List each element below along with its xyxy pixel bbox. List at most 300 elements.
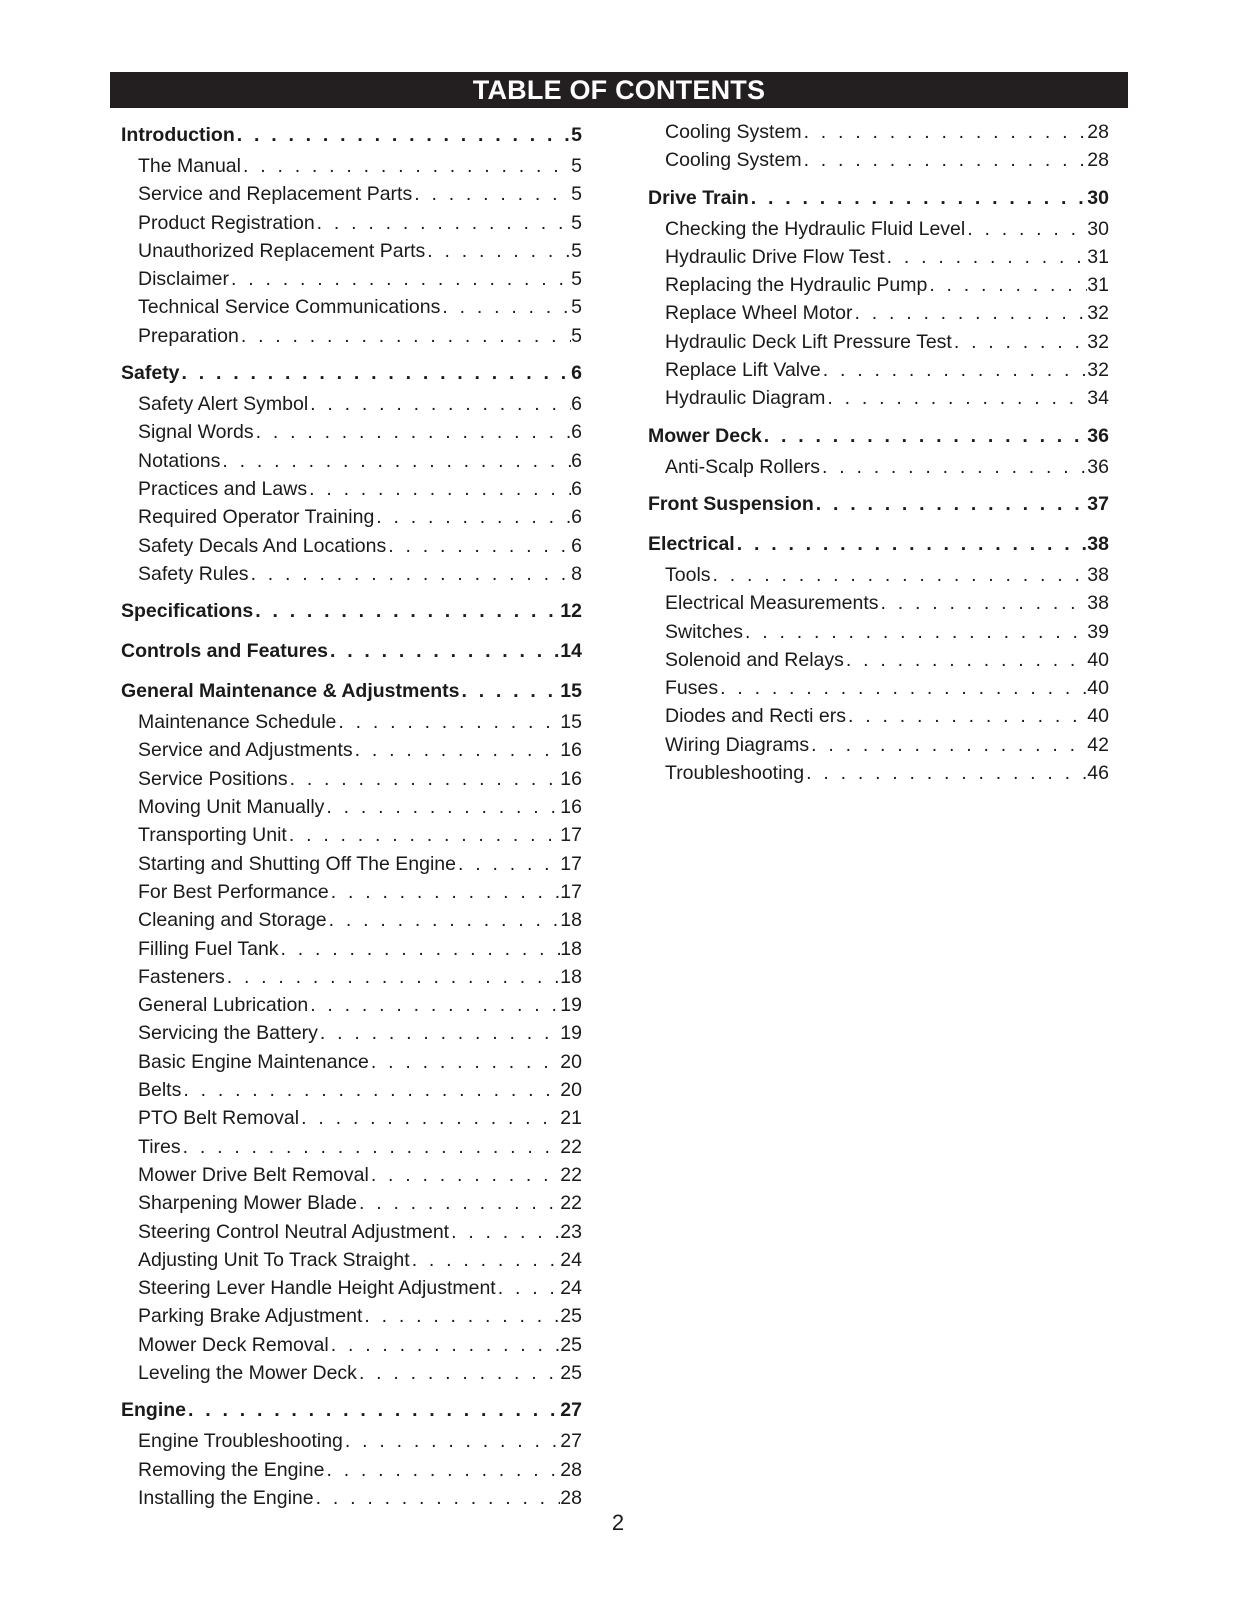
- toc-row: [648, 118, 1109, 146]
- toc-row: [648, 356, 1109, 384]
- toc-entry: [121, 878, 582, 906]
- toc-entry-title: Troubleshooting: [665, 762, 805, 785]
- toc-entry: [121, 447, 582, 475]
- dot-leader: [952, 328, 1087, 356]
- dot-leader: [879, 589, 1088, 617]
- toc-entry-title: Safety Rules: [138, 562, 249, 585]
- dot-leader: [927, 271, 1087, 299]
- toc-right-column: [648, 118, 1109, 787]
- dot-leader: [802, 118, 1088, 146]
- toc-entry-title: Servicing the Battery: [138, 1022, 318, 1045]
- toc-row: [121, 1393, 582, 1427]
- toc-entry: [648, 299, 1109, 327]
- dot-leader: [307, 475, 571, 503]
- toc-entry-title: Safety Alert Symbol: [138, 393, 309, 416]
- toc-row: [121, 1104, 582, 1132]
- toc-row: [121, 356, 582, 390]
- toc-page-number: 6: [571, 449, 582, 472]
- toc-page-number: 36: [1087, 424, 1109, 447]
- toc-entry: [121, 532, 582, 560]
- toc-entry: [648, 702, 1109, 730]
- toc-entry: [121, 708, 582, 736]
- toc-page-number: 6: [571, 393, 582, 416]
- toc-page-number: 12: [560, 600, 582, 623]
- toc-section-entry: [121, 356, 582, 390]
- toc-entry-title: The Manual: [138, 155, 241, 177]
- toc-entry-title: Service Positions: [138, 767, 288, 790]
- toc-entry-title: Diodes and Recti ers: [665, 705, 847, 728]
- toc-entry: [648, 453, 1109, 481]
- toc-row: [121, 209, 582, 237]
- dot-leader: [343, 1427, 560, 1455]
- toc-page-number: 22: [560, 1163, 582, 1186]
- toc-section-title: Front Suspension: [648, 492, 814, 515]
- dot-leader: [718, 674, 1087, 702]
- dot-leader: [324, 1456, 560, 1484]
- toc-row: [121, 1161, 582, 1189]
- toc-row: [121, 1274, 582, 1302]
- dot-leader: [821, 356, 1088, 384]
- toc-row: [121, 1302, 582, 1330]
- toc-page-number: 28: [560, 1458, 582, 1481]
- toc-row: [121, 1331, 582, 1359]
- dot-leader: [802, 146, 1088, 174]
- toc-entry-title: Parking Brake Adjustment: [138, 1305, 363, 1328]
- toc-row: [121, 418, 582, 446]
- toc-entry: [121, 935, 582, 963]
- toc-entry-title: Cooling System: [665, 121, 802, 143]
- toc-page-number: 25: [560, 1333, 582, 1356]
- toc-entry-title: Steering Lever Handle Height Adjustment: [138, 1277, 496, 1300]
- toc-entry-title: Practices and Laws: [138, 477, 308, 500]
- toc-section-title: Introduction: [121, 124, 235, 146]
- toc-page-number: 20: [560, 1079, 582, 1102]
- toc-entry: [121, 850, 582, 878]
- dot-leader: [743, 618, 1087, 646]
- dot-leader: [357, 1359, 560, 1387]
- toc-page-number: 38: [1087, 592, 1109, 615]
- toc-section-title: Drive Train: [648, 186, 749, 209]
- toc-section-title: Electrical: [648, 532, 735, 555]
- dot-leader: [456, 850, 560, 878]
- toc-page-number: 8: [571, 562, 582, 585]
- toc-row: [121, 390, 582, 418]
- toc-page-number: 32: [1087, 359, 1109, 382]
- toc-entry-title: Fasteners: [138, 965, 225, 988]
- toc-entry-title: Removing the Engine: [138, 1458, 325, 1481]
- toc-page-number: 17: [560, 852, 582, 875]
- toc-row: [121, 935, 582, 963]
- dot-leader: [239, 322, 571, 350]
- toc-page-number: 19: [560, 994, 582, 1017]
- toc-entry: [121, 418, 582, 446]
- toc-entry: [121, 1331, 582, 1359]
- toc-row: [648, 561, 1109, 589]
- toc-section-title: Controls and Features: [121, 640, 328, 663]
- dot-leader: [254, 418, 572, 446]
- toc-section-entry: [648, 487, 1109, 521]
- toc-page-number: 32: [1087, 302, 1109, 325]
- toc-row: [121, 532, 582, 560]
- toc-page-number: 5: [571, 239, 582, 262]
- dot-leader: [308, 991, 560, 1019]
- toc-page-number: 16: [560, 739, 582, 762]
- toc-row: [648, 618, 1109, 646]
- dot-leader: [459, 674, 560, 708]
- toc-entry-title: Replace Wheel Motor: [665, 302, 853, 325]
- toc-entry-title: Signal Words: [138, 421, 254, 444]
- toc-row: [648, 181, 1109, 215]
- toc-section-entry: [121, 118, 582, 152]
- toc-entry: [121, 1274, 582, 1302]
- dot-leader: [357, 1189, 560, 1217]
- toc-entry: [648, 618, 1109, 646]
- dot-leader: [369, 1161, 560, 1189]
- toc-page-number: 36: [1087, 455, 1109, 478]
- toc-row: [121, 821, 582, 849]
- toc-entry: [648, 646, 1109, 674]
- toc-page-number: 22: [560, 1135, 582, 1158]
- toc-row: [121, 1427, 582, 1455]
- dot-leader: [353, 736, 561, 764]
- toc-section-entry: [121, 634, 582, 668]
- toc-page-number: 5: [571, 268, 582, 291]
- toc-page-number: 19: [560, 1022, 582, 1045]
- toc-entry-title: Disclaimer: [138, 268, 230, 291]
- toc-row: [121, 1246, 582, 1274]
- toc-entry: [121, 180, 582, 208]
- dot-leader: [318, 1019, 560, 1047]
- toc-page-number: 6: [571, 477, 582, 500]
- toc-entry: [121, 322, 582, 350]
- toc-entry-title: Adjusting Unit To Track Straight: [138, 1248, 410, 1271]
- toc-section-entry: [648, 419, 1109, 453]
- toc-entry-title: Product Registration: [138, 211, 315, 234]
- toc-page-number: 24: [560, 1277, 582, 1300]
- toc-entry-title: Mower Drive Belt Removal: [138, 1163, 369, 1186]
- toc-row: [121, 1456, 582, 1484]
- toc-entry-title: Leveling the Mower Deck: [138, 1361, 357, 1384]
- toc-page-number: 5: [571, 124, 582, 146]
- toc-page-number: 5: [571, 155, 582, 177]
- dot-leader: [329, 878, 561, 906]
- toc-row: [121, 152, 582, 180]
- dot-leader: [287, 821, 560, 849]
- dot-leader: [253, 594, 560, 628]
- dot-leader: [853, 299, 1088, 327]
- toc-entry-title: Replacing the Hydraulic Pump: [665, 274, 928, 297]
- toc-row: [121, 180, 582, 208]
- toc-page-number: 27: [560, 1399, 582, 1422]
- toc-entry: [121, 793, 582, 821]
- toc-page-number: 34: [1087, 387, 1109, 410]
- toc-row: [121, 850, 582, 878]
- toc-row: [121, 708, 582, 736]
- toc-page-number: 20: [560, 1050, 582, 1073]
- toc-entry-title: Hydraulic Drive Flow Test: [665, 245, 885, 268]
- toc-page-number: 38: [1087, 532, 1109, 555]
- dot-leader: [846, 702, 1087, 730]
- dot-leader: [315, 209, 571, 237]
- toc-entry: [121, 1456, 582, 1484]
- toc-page-number: 37: [1087, 492, 1109, 515]
- toc-entry-title: Steering Control Neutral Adjustment: [138, 1220, 450, 1243]
- page-title: TABLE OF CONTENTS: [110, 72, 1128, 108]
- toc-row: [648, 674, 1109, 702]
- toc-row: [121, 503, 582, 531]
- toc-row: [121, 963, 582, 991]
- toc-entry-title: Switches: [665, 620, 744, 643]
- toc-page-number: 6: [571, 506, 582, 529]
- dot-leader: [329, 1331, 561, 1359]
- toc-entry-title: Preparation: [138, 324, 239, 347]
- toc-row: [121, 765, 582, 793]
- toc-row: [121, 1189, 582, 1217]
- toc-page-number: 27: [560, 1430, 582, 1453]
- toc-entry: [121, 1427, 582, 1455]
- toc-page-number: 40: [1087, 677, 1109, 700]
- toc-page-number: 22: [560, 1192, 582, 1215]
- dot-leader: [410, 1246, 561, 1274]
- toc-page-number: 21: [560, 1107, 582, 1130]
- toc-entry: [121, 736, 582, 764]
- toc-page-number: 18: [560, 909, 582, 932]
- toc-entry-title: General Lubrication: [138, 994, 309, 1017]
- toc-page-number: 40: [1087, 648, 1109, 671]
- toc-row: [121, 1133, 582, 1161]
- toc-row: [648, 419, 1109, 453]
- toc-page-number: 5: [571, 296, 582, 319]
- toc-entry-title: Electrical Measurements: [665, 592, 879, 615]
- toc-page-number: 18: [560, 937, 582, 960]
- toc-row: [121, 447, 582, 475]
- toc-page-number: 6: [571, 421, 582, 444]
- dot-leader: [225, 963, 561, 991]
- toc-entry: [121, 152, 582, 180]
- toc-entry-title: Moving Unit Manually: [138, 796, 325, 819]
- toc-row: [648, 487, 1109, 521]
- toc-page-number: 25: [560, 1361, 582, 1384]
- toc-row: [121, 1359, 582, 1387]
- toc-row: [121, 1218, 582, 1246]
- toc-entry: [121, 991, 582, 1019]
- toc-page-number: 15: [560, 711, 582, 734]
- dot-leader: [412, 180, 571, 208]
- toc-entry-title: Replace Lift Valve: [665, 359, 821, 382]
- toc-entry: [121, 1076, 582, 1104]
- dot-leader: [241, 152, 571, 180]
- toc-row: [648, 527, 1109, 561]
- toc-entry-title: For Best Performance: [138, 880, 329, 903]
- toc-entry-title: Maintenance Schedule: [138, 711, 337, 734]
- toc-entry: [121, 560, 582, 588]
- toc-entry: [648, 328, 1109, 356]
- toc-page-number: 5: [571, 211, 582, 234]
- dot-leader: [324, 793, 560, 821]
- toc-entry: [121, 1019, 582, 1047]
- toc-page-number: 39: [1087, 620, 1109, 643]
- toc-row: [121, 265, 582, 293]
- toc-entry-title: Solenoid and Relays: [665, 648, 844, 671]
- toc-row: [121, 118, 582, 152]
- toc-row: [648, 146, 1109, 174]
- toc-entry: [121, 475, 582, 503]
- toc-entry-title: Sharpening Mower Blade: [138, 1192, 357, 1215]
- dot-leader: [825, 384, 1087, 412]
- toc-page-number: 30: [1087, 217, 1109, 240]
- dot-leader: [336, 708, 560, 736]
- toc-page-number: 17: [560, 880, 582, 903]
- toc-page-number: 31: [1087, 245, 1109, 268]
- toc-page-number: 38: [1087, 563, 1109, 586]
- toc-entry-title: Mower Deck Removal: [138, 1333, 329, 1356]
- toc-page-number: 17: [560, 824, 582, 847]
- toc-row: [121, 793, 582, 821]
- toc-entry: [648, 384, 1109, 412]
- dot-leader: [496, 1274, 561, 1302]
- toc-row: [648, 215, 1109, 243]
- toc-entry-title: Engine Troubleshooting: [138, 1430, 343, 1453]
- toc-row: [121, 906, 582, 934]
- toc-row: [121, 237, 582, 265]
- toc-entry: [121, 1218, 582, 1246]
- toc-page-number: 23: [560, 1220, 582, 1243]
- toc-entry: [121, 390, 582, 418]
- toc-entry-title: Hydraulic Deck Lift Pressure Test: [665, 330, 952, 353]
- toc-entry-title: Service and Replacement Parts: [138, 183, 413, 206]
- toc-row: [648, 243, 1109, 271]
- dot-leader: [220, 447, 571, 475]
- toc-row: [648, 589, 1109, 617]
- toc-row: [121, 293, 582, 321]
- toc-entry-title: Transporting Unit: [138, 824, 287, 847]
- toc-entry: [648, 561, 1109, 589]
- toc-row: [121, 634, 582, 668]
- toc-entry: [648, 118, 1109, 146]
- toc-row: [121, 1048, 582, 1076]
- toc-row: [121, 1484, 582, 1512]
- dot-leader: [885, 243, 1088, 271]
- toc-page-number: 46: [1087, 762, 1109, 785]
- toc-entry: [121, 765, 582, 793]
- dot-leader: [299, 1104, 560, 1132]
- toc-entry-title: Service and Adjustments: [138, 739, 353, 762]
- toc-entry: [121, 906, 582, 934]
- toc-row: [648, 271, 1109, 299]
- toc-page-number: 16: [560, 796, 582, 819]
- toc-entry: [121, 1161, 582, 1189]
- toc-entry-title: Tools: [665, 563, 711, 586]
- dot-leader: [386, 532, 571, 560]
- toc-entry: [648, 731, 1109, 759]
- toc-page-number: 31: [1087, 274, 1109, 297]
- toc-entry: [121, 1133, 582, 1161]
- toc-entry: [121, 1048, 582, 1076]
- toc-page-number: 15: [560, 680, 582, 703]
- toc-row: [121, 1019, 582, 1047]
- toc-entry: [121, 209, 582, 237]
- toc-row: [121, 1076, 582, 1104]
- toc-entry-title: Safety Decals And Locations: [138, 534, 387, 557]
- toc-page-number: 30: [1087, 186, 1109, 209]
- toc-entry-title: Notations: [138, 449, 221, 472]
- toc-section-title: Engine: [121, 1399, 187, 1422]
- toc-section-entry: [648, 181, 1109, 215]
- dot-leader: [314, 1484, 561, 1512]
- toc-page-number: 18: [560, 965, 582, 988]
- toc-page-number: 42: [1087, 733, 1109, 756]
- toc-section-title: General Maintenance & Adjustments: [121, 680, 460, 703]
- toc-page-number: 6: [571, 362, 582, 385]
- toc-entry-title: Starting and Shutting Off The Engine: [138, 852, 456, 875]
- dot-leader: [425, 237, 571, 265]
- toc-row: [648, 646, 1109, 674]
- dot-leader: [235, 118, 571, 152]
- toc-page-number: 24: [560, 1248, 582, 1271]
- page-number: 2: [611, 1510, 625, 1535]
- toc-entry-title: Tires: [138, 1135, 181, 1158]
- dot-leader: [308, 390, 571, 418]
- toc-page-number: 40: [1087, 705, 1109, 728]
- toc-entry: [648, 215, 1109, 243]
- toc-page-number: 5: [571, 324, 582, 347]
- toc-entry: [121, 821, 582, 849]
- dot-leader: [809, 731, 1087, 759]
- dot-leader: [279, 935, 561, 963]
- toc-section-title: Mower Deck: [648, 424, 762, 447]
- toc-entry-title: Fuses: [665, 677, 719, 700]
- dot-leader: [369, 1048, 560, 1076]
- dot-leader: [804, 759, 1087, 787]
- toc-entry-title: Installing the Engine: [138, 1486, 314, 1509]
- toc-row: [121, 322, 582, 350]
- toc-row: [121, 475, 582, 503]
- dot-leader: [249, 560, 572, 588]
- toc-entry: [648, 243, 1109, 271]
- toc-section-title: Safety: [121, 362, 180, 385]
- dot-leader: [186, 1393, 560, 1427]
- toc-section-entry: [121, 594, 582, 628]
- toc-row: [121, 594, 582, 628]
- toc-entry: [121, 1246, 582, 1274]
- toc-left-column: [121, 118, 582, 1512]
- toc-page-number: 32: [1087, 330, 1109, 353]
- toc-entry: [121, 1104, 582, 1132]
- toc-entry: [121, 293, 582, 321]
- toc-section-entry: [121, 1393, 582, 1427]
- toc-page-number: 28: [1087, 121, 1109, 143]
- toc-row: [648, 299, 1109, 327]
- toc-entry-title: Filling Fuel Tank: [138, 937, 279, 960]
- toc-entry: [121, 1484, 582, 1512]
- toc-row: [121, 736, 582, 764]
- toc-row: [648, 328, 1109, 356]
- toc-page-number: 28: [560, 1486, 582, 1509]
- dot-leader: [328, 634, 560, 668]
- toc-page-number: 6: [571, 534, 582, 557]
- toc-row: [648, 453, 1109, 481]
- dot-leader: [820, 453, 1087, 481]
- toc-entry: [121, 265, 582, 293]
- toc-entry: [648, 271, 1109, 299]
- toc-page-number: 25: [560, 1305, 582, 1328]
- toc-section-entry: [648, 527, 1109, 561]
- dot-leader: [362, 1302, 560, 1330]
- dot-leader: [181, 1133, 561, 1161]
- dot-leader: [374, 503, 571, 531]
- toc-entry: [121, 963, 582, 991]
- dot-leader: [440, 293, 571, 321]
